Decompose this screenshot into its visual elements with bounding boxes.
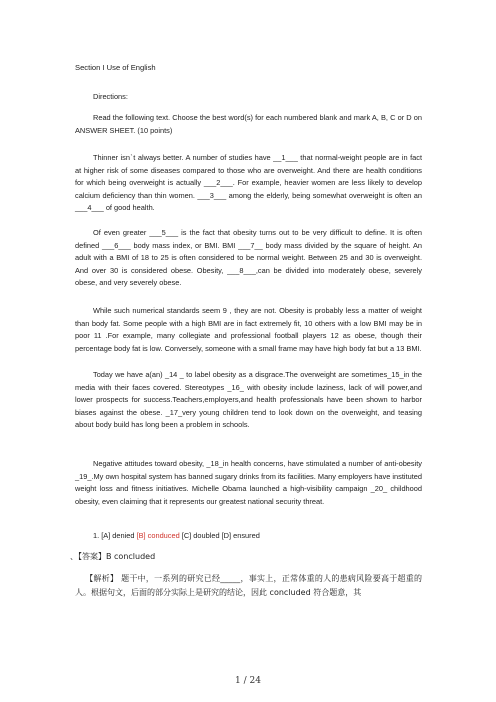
section-title: Section I Use of English <box>75 63 156 72</box>
directions-label: Directions: <box>93 92 128 101</box>
question-prefix: 1. [A] denied <box>93 531 137 540</box>
question-suffix: [C] doubled [D] ensured <box>179 531 260 540</box>
analysis-label: 【解析】 <box>85 574 119 583</box>
paragraph-4: Today we have a(an) _14 _ to label obesity as a disgrace.The overweight are sometimes_15_in the media with their faces covered. Stereotypes _16_ with obesity include laziness, lack of will power,and lower prospects for success.Teachers,employers,and health professionals have been shown to harbor biases against the obese. _17_very young children tend to look down on the overweight, and teasing about body build has long been a problem in schools. <box>75 370 422 430</box>
paragraph-1: Thinner isnˋt always better. A number of studies have __1___ that normal-weight people are in fact at higher risk of some diseases compared to those who are overweight. And there are health conditions for which being overweight is actually ___2___. For example, heavier women are less likely to develop calcium deficiency than thin women. ___3___ among the elderly, being somewhat overweight is often an ___4___ of good health. <box>75 153 422 213</box>
analysis-block <box>75 572 422 599</box>
page-number: 1 / 24 <box>235 676 261 686</box>
answer-line: 、【答案】B concluded <box>70 552 156 561</box>
option-b-highlighted: [B] conduced <box>136 531 180 540</box>
question-1-options <box>75 530 422 543</box>
directions-text: Read the following text. Choose the best word(s) for each numbered blank and mark A, B, C or D on ANSWER SHEET. (10 points) <box>75 113 422 135</box>
analysis-text: 题干中，一系列的研究已经_____，事实上，正常体重的人的患病风险要高于超重的人。根据句文，后面的部分实际上是研究的结论，因此 concluded 符合题意，其 <box>75 574 422 597</box>
paragraph-5: Negative attitudes toward obesity, _18_in health concerns, have stimulated a number of anti-obesity _19_.My own hospital system has banned sugary drinks from its facilities. Many employers have instituted weight loss and fitness initiatives. Michelle Obama launched a high-visibility campaign _20_ childhood obesity, even claiming that it represents our greatest national security threat. <box>75 459 422 506</box>
paragraph-3: While such numerical standards seem 9 , they are not. Obesity is probably less a matter of weight than body fat. Some people with a high BMI are in fact extremely fit, 10 others with a low BMI may be in poor 11 .For example, many collegiate and professional football players 12 as obese, though their percentage body fat is low. Conversely, someone with a small frame may have high body fat but a 13 BMI. <box>75 306 422 353</box>
paragraph-2: Of even greater ___5___ is the fact that obesity turns out to be very difficult to define. It is often defined ___6___ body mass index, or BMI. BMI ___7__ body mass divided by the square of height. An adult with a BMI of 18 to 25 is often considered to be normal weight. Between 25 and 30 is overweight. And over 30 is considered obese. Obesity, ___8___,can be divided into moderately obese, severely obese, and very severely obese. <box>75 228 422 288</box>
